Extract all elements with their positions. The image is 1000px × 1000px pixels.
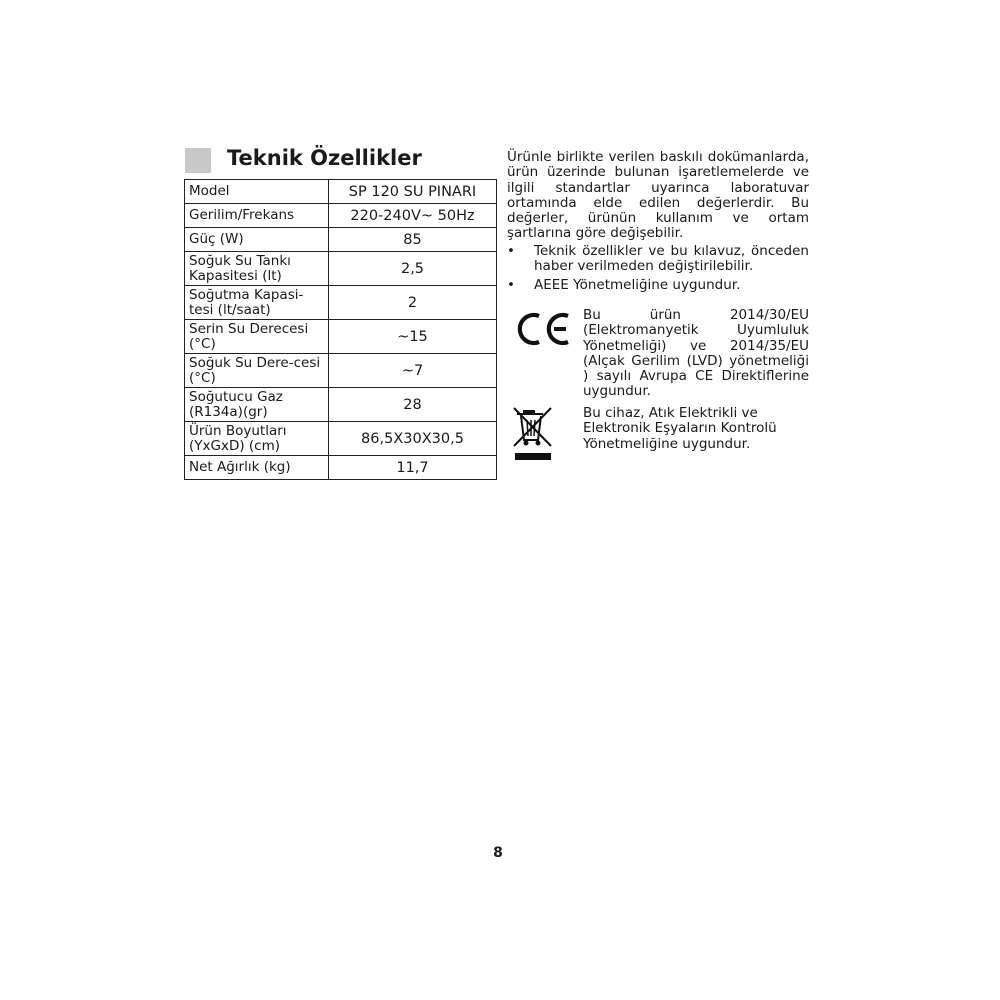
list-item: • AEEE Yönetmeliğine uygundur. — [507, 277, 741, 294]
table-row — [185, 286, 497, 320]
spec-value: 11,7 — [329, 456, 497, 480]
table-row — [185, 388, 497, 422]
intro-text-block — [507, 150, 809, 298]
table-row — [185, 456, 497, 480]
spec-label: Model — [185, 180, 329, 204]
spec-value: 85 — [329, 228, 497, 252]
spec-value: 2 — [329, 286, 497, 320]
heading-marker — [185, 148, 211, 173]
spec-label: Serin Su Derecesi (°C) — [185, 320, 329, 354]
table-row — [185, 354, 497, 388]
table-row — [185, 228, 497, 252]
table-row — [185, 204, 497, 228]
ce-mark-icon — [512, 312, 572, 346]
bullet-marker: • — [507, 277, 515, 294]
list-item: • Teknik özellikler ve bu kılavuz, önceden haber verilmeden değiştirilebilir. — [507, 242, 809, 275]
spec-label: Soğutma Kapasi-tesi (lt/saat) — [185, 286, 329, 320]
spec-value: ~15 — [329, 320, 497, 354]
spec-value: 2,5 — [329, 252, 497, 286]
table-row — [185, 422, 497, 456]
spec-label: Ürün Boyutları (YxGxD) (cm) — [185, 422, 329, 456]
page-number: 8 — [493, 845, 503, 861]
spec-label: Gerilim/Frekans — [185, 204, 329, 228]
spec-value: SP 120 SU PINARI — [329, 180, 497, 204]
intro-paragraph: Ürünle birlikte verilen baskılı dokümanlarda, ürün üzerinde bulunan işaretlemelerde ve ilgili standartlar uyarınca laboratuvar ortamında elde edilen değerlerdir. Bu değerler, ürünün kullanım ve ortam şartlarına göre değişebilir. — [507, 149, 809, 242]
spec-value: ~7 — [329, 354, 497, 388]
crossed-out-wheelie-bin-icon — [511, 404, 557, 462]
spec-label: Soğuk Su Dere-cesi (°C) — [185, 354, 329, 388]
spec-value: 220-240V~ 50Hz — [329, 204, 497, 228]
spec-label: Güç (W) — [185, 228, 329, 252]
table-row — [185, 320, 497, 354]
table-row — [185, 180, 497, 204]
specifications-table — [184, 179, 497, 480]
page-title: Teknik Özellikler — [227, 146, 422, 170]
spec-label: Soğutucu Gaz (R134a)(gr) — [185, 388, 329, 422]
weee-compliance-text: Bu cihaz, Atık Elektrikli ve Elektronik Eşyaların Kontrolü Yönetmeliğine uygundur. — [583, 405, 777, 452]
bullet-marker: • — [507, 242, 515, 259]
spec-value: 86,5X30X30,5 — [329, 422, 497, 456]
ce-compliance-text: Bu ürün 2014/30/EU (Elektromanyetik Uyumluluk Yönetmeliği) ve 2014/35/EU (Alçak Gerilim (LVD) yönetmeliği ) sayılı Avrupa CE Direktiflerine uygundur. — [583, 307, 809, 400]
bullet-list — [507, 244, 809, 294]
table-row — [185, 252, 497, 286]
spec-value: 28 — [329, 388, 497, 422]
spec-label: Net Ağırlık (kg) — [185, 456, 329, 480]
spec-label: Soğuk Su Tankı Kapasitesi (lt) — [185, 252, 329, 286]
